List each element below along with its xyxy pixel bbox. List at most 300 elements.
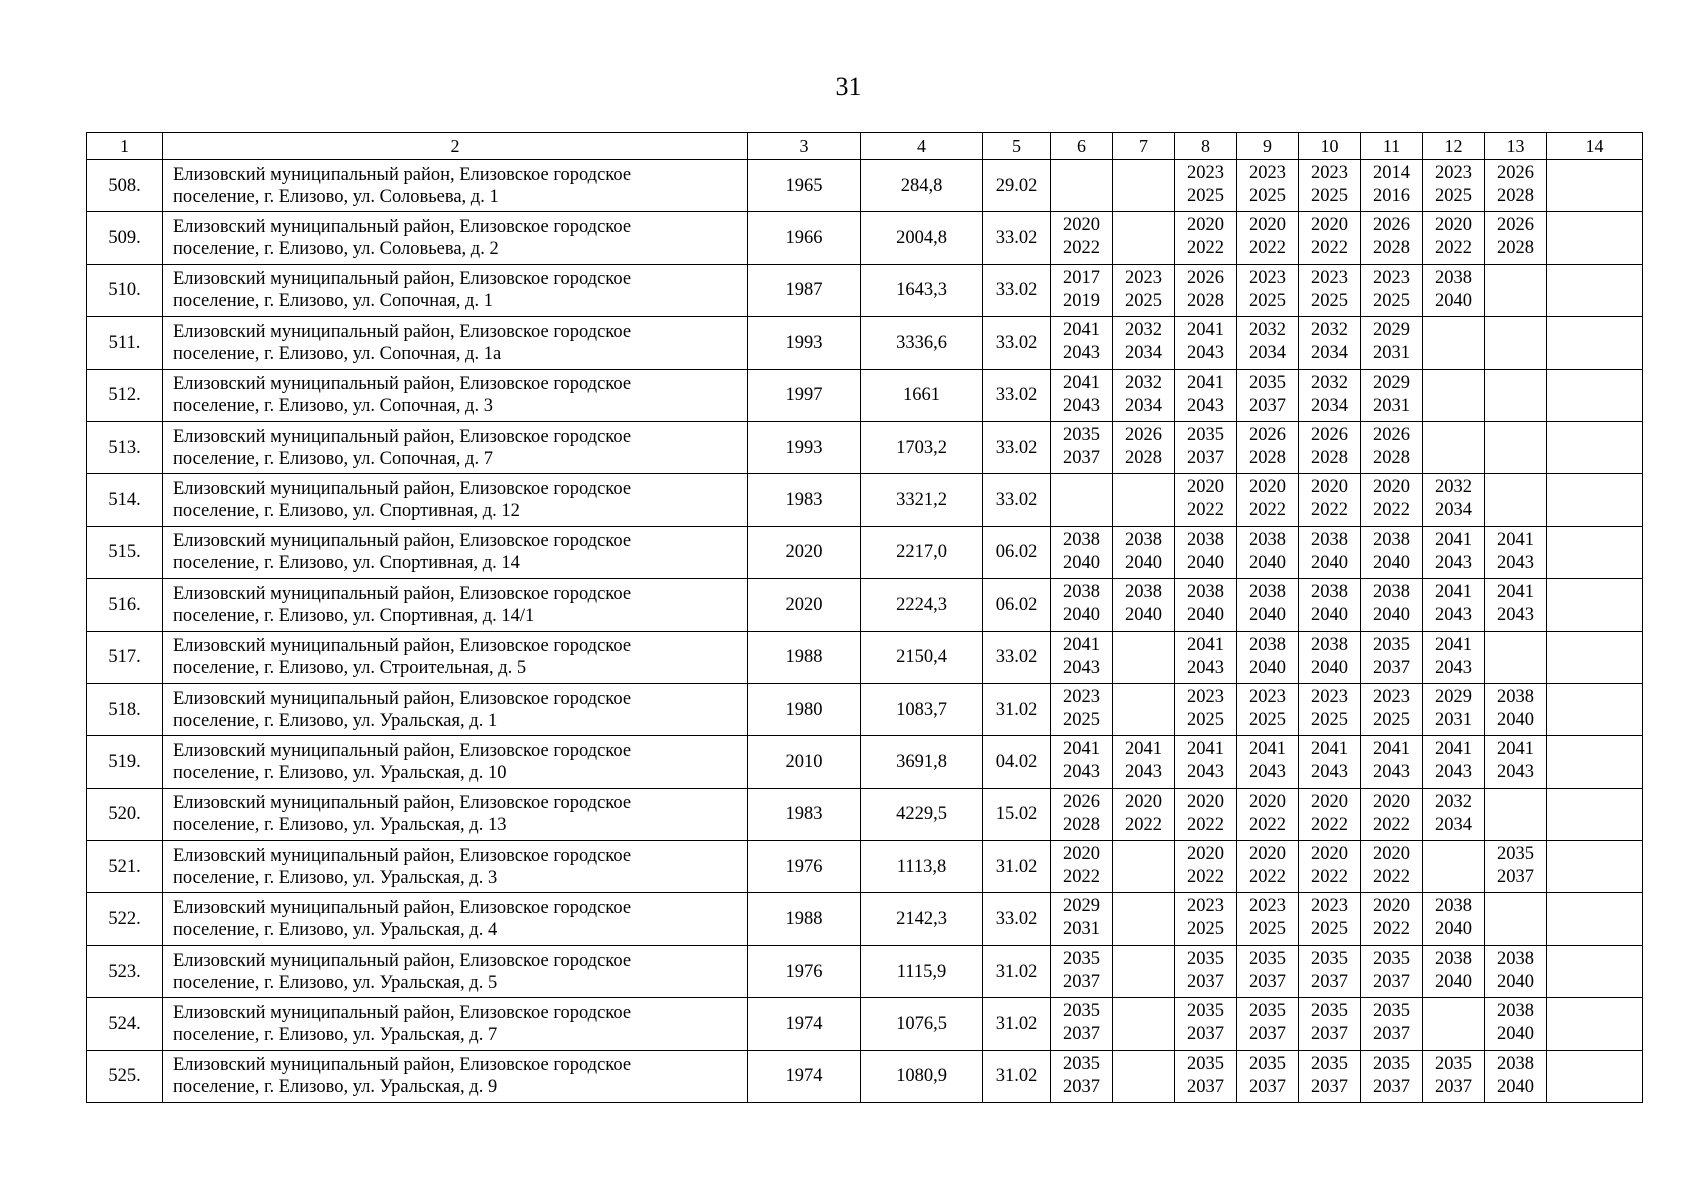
- year-built-cell: 1965: [748, 160, 861, 212]
- address-line: поселение, г. Елизово, ул. Уральская, д. 9: [173, 1077, 498, 1098]
- period-end-year: 2034: [1311, 395, 1348, 416]
- period-end-year: 2040: [1125, 605, 1162, 626]
- address-cell: [163, 998, 748, 1050]
- period-end-year: 2025: [1373, 290, 1410, 311]
- repair-period-cell-col-6: [1051, 369, 1113, 421]
- address-line: поселение, г. Елизово, ул. Уральская, д. 1: [173, 710, 498, 731]
- year-built-cell: 1976: [748, 945, 861, 997]
- repair-period-cell-col-7: [1113, 474, 1175, 526]
- address-cell: [163, 788, 748, 840]
- period-start-year: 2026: [1311, 424, 1348, 445]
- area-cell: 3336,6: [861, 317, 983, 369]
- period-start-year: 2032: [1311, 320, 1348, 341]
- area-cell: 1643,3: [861, 264, 983, 316]
- period-start-year: 2023: [1435, 163, 1472, 183]
- repair-period-cell-col-8: [1175, 945, 1237, 997]
- period-end-year: 2043: [1497, 552, 1534, 573]
- area-cell: 1080,9: [861, 1050, 983, 1102]
- period-start-year: 2020: [1249, 215, 1286, 236]
- period-end-year: 2040: [1311, 605, 1348, 626]
- period-end-year: 2022: [1311, 238, 1348, 259]
- column-header-11: 11: [1361, 133, 1423, 160]
- period-start-year: 2032: [1311, 372, 1348, 393]
- repair-period-cell-col-12: [1423, 212, 1485, 264]
- period-end-year: 2028: [1497, 238, 1534, 259]
- period-end-year: 2043: [1187, 762, 1224, 783]
- period-end-year: 2040: [1497, 1076, 1534, 1097]
- repair-period-cell-col-8: [1175, 1050, 1237, 1102]
- period-end-year: 2022: [1249, 238, 1286, 259]
- period-start-year: 2041: [1497, 739, 1534, 760]
- address-line: поселение, г. Елизово, ул. Уральская, д. 5: [173, 972, 498, 993]
- period-end-year: 2022: [1063, 238, 1100, 259]
- column-header-12: 12: [1423, 133, 1485, 160]
- period-end-year: 2022: [1311, 867, 1348, 888]
- repair-period-cell-col-9: [1237, 317, 1299, 369]
- period-end-year: 2043: [1435, 605, 1472, 626]
- table-row: [87, 631, 1643, 683]
- column-header-13: 13: [1485, 133, 1547, 160]
- repair-period-cell-col-7: [1113, 631, 1175, 683]
- period-end-year: 2031: [1373, 343, 1410, 364]
- housing-repair-schedule-table: [86, 132, 1643, 1103]
- repair-period-cell-col-14: [1547, 160, 1643, 212]
- repair-period-cell-col-13: [1485, 526, 1547, 578]
- area-cell: 1703,2: [861, 421, 983, 473]
- period-start-year: 2038: [1373, 582, 1410, 603]
- column-header-7: 7: [1113, 133, 1175, 160]
- period-end-year: 2040: [1435, 290, 1472, 311]
- address-line: поселение, г. Елизово, ул. Строительная, д. 5: [173, 658, 527, 679]
- period-start-year: 2020: [1373, 477, 1410, 498]
- period-end-year: 2034: [1249, 343, 1286, 364]
- repair-period-cell-col-13: [1485, 893, 1547, 945]
- code-cell: 33.02: [983, 893, 1051, 945]
- page-number: 31: [835, 72, 862, 101]
- repair-period-cell-col-12: [1423, 160, 1485, 212]
- address-line: поселение, г. Елизово, ул. Сопочная, д. 1: [173, 291, 493, 312]
- period-end-year: 2040: [1311, 657, 1348, 678]
- period-start-year: 2038: [1435, 267, 1472, 288]
- repair-period-cell-col-11: [1361, 212, 1423, 264]
- year-built-cell: 2020: [748, 579, 861, 631]
- year-built-cell: 1983: [748, 788, 861, 840]
- period-start-year: 2038: [1497, 686, 1534, 707]
- repair-period-cell-col-14: [1547, 998, 1643, 1050]
- period-end-year: 2040: [1435, 919, 1472, 940]
- repair-period-cell-col-11: [1361, 579, 1423, 631]
- year-built-cell: 1966: [748, 212, 861, 264]
- repair-period-cell-col-8: [1175, 212, 1237, 264]
- address-cell: [163, 526, 748, 578]
- period-start-year: 2020: [1311, 844, 1348, 865]
- period-end-year: 2025: [1311, 186, 1348, 206]
- period-end-year: 2040: [1187, 605, 1224, 626]
- period-end-year: 2034: [1311, 343, 1348, 364]
- period-start-year: 2038: [1311, 582, 1348, 603]
- period-end-year: 2025: [1187, 186, 1224, 206]
- period-end-year: 2040: [1125, 552, 1162, 573]
- period-end-year: 2028: [1311, 447, 1348, 468]
- repair-period-cell-col-14: [1547, 579, 1643, 631]
- period-end-year: 2031: [1063, 919, 1100, 940]
- code-cell: 33.02: [983, 421, 1051, 473]
- period-start-year: 2020: [1373, 791, 1410, 812]
- address-line: поселение, г. Елизово, ул. Уральская, д. 7: [173, 1024, 498, 1045]
- period-start-year: 2023: [1311, 896, 1348, 917]
- repair-period-cell-col-10: [1299, 1050, 1361, 1102]
- repair-period-cell-col-14: [1547, 683, 1643, 735]
- repair-period-cell-col-8: [1175, 421, 1237, 473]
- period-start-year: 2038: [1497, 1001, 1534, 1022]
- repair-period-cell-col-14: [1547, 264, 1643, 316]
- period-end-year: 2025: [1311, 290, 1348, 311]
- period-start-year: 2020: [1249, 477, 1286, 498]
- period-start-year: 2035: [1249, 948, 1286, 969]
- period-start-year: 2020: [1373, 844, 1410, 865]
- code-cell: 04.02: [983, 736, 1051, 788]
- row-number-cell: 521.: [87, 841, 163, 893]
- period-end-year: 2037: [1063, 971, 1100, 992]
- period-start-year: 2041: [1435, 634, 1472, 655]
- repair-period-cell-col-14: [1547, 841, 1643, 893]
- row-number-cell: 517.: [87, 631, 163, 683]
- repair-period-cell-col-8: [1175, 526, 1237, 578]
- repair-period-cell-col-9: [1237, 212, 1299, 264]
- row-number-cell: 516.: [87, 579, 163, 631]
- period-start-year: 2026: [1063, 791, 1100, 812]
- period-end-year: 2037: [1373, 657, 1410, 678]
- repair-period-cell-col-12: [1423, 998, 1485, 1050]
- period-start-year: 2026: [1373, 424, 1410, 445]
- table-row: [87, 945, 1643, 997]
- period-start-year: 2038: [1373, 529, 1410, 550]
- column-header-14: 14: [1547, 133, 1643, 160]
- period-end-year: 2028: [1125, 447, 1162, 468]
- repair-period-cell-col-10: [1299, 526, 1361, 578]
- repair-period-cell-col-12: [1423, 474, 1485, 526]
- period-end-year: 2022: [1373, 867, 1410, 888]
- year-built-cell: 1983: [748, 474, 861, 526]
- row-number-cell: 511.: [87, 317, 163, 369]
- period-start-year: 2035: [1373, 948, 1410, 969]
- period-start-year: 2035: [1435, 1053, 1472, 1074]
- repair-period-cell-col-8: [1175, 736, 1237, 788]
- code-cell: 33.02: [983, 264, 1051, 316]
- period-start-year: 2020: [1249, 844, 1286, 865]
- address-line: поселение, г. Елизово, ул. Уральская, д. 13: [173, 815, 507, 836]
- row-number-cell: 513.: [87, 421, 163, 473]
- period-start-year: 2020: [1435, 215, 1472, 236]
- repair-period-cell-col-7: [1113, 736, 1175, 788]
- address-cell: [163, 317, 748, 369]
- column-number-header-row: [87, 133, 1643, 160]
- period-start-year: 2041: [1311, 739, 1348, 760]
- period-start-year: 2038: [1311, 634, 1348, 655]
- period-end-year: 2043: [1125, 762, 1162, 783]
- period-end-year: 2043: [1063, 657, 1100, 678]
- period-end-year: 2043: [1187, 343, 1224, 364]
- row-number-cell: 509.: [87, 212, 163, 264]
- year-built-cell: 1974: [748, 998, 861, 1050]
- table-row: [87, 1050, 1643, 1102]
- period-start-year: 2041: [1435, 739, 1472, 760]
- repair-period-cell-col-8: [1175, 893, 1237, 945]
- repair-period-cell-col-14: [1547, 788, 1643, 840]
- period-start-year: 2035: [1187, 1001, 1224, 1022]
- repair-period-cell-col-11: [1361, 683, 1423, 735]
- repair-period-cell-col-6: [1051, 631, 1113, 683]
- period-end-year: 2037: [1373, 1024, 1410, 1045]
- table-row: [87, 369, 1643, 421]
- repair-period-cell-col-13: [1485, 369, 1547, 421]
- table-row: [87, 579, 1643, 631]
- address-line: поселение, г. Елизово, ул. Уральская, д. 10: [173, 762, 507, 783]
- repair-period-cell-col-10: [1299, 264, 1361, 316]
- year-built-cell: 1980: [748, 683, 861, 735]
- period-end-year: 2043: [1497, 605, 1534, 626]
- period-end-year: 2031: [1435, 709, 1472, 730]
- period-start-year: 2020: [1063, 215, 1100, 236]
- period-start-year: 2035: [1249, 1001, 1286, 1022]
- repair-period-cell-col-14: [1547, 1050, 1643, 1102]
- code-cell: 31.02: [983, 945, 1051, 997]
- table-row: [87, 526, 1643, 578]
- repair-period-cell-col-14: [1547, 526, 1643, 578]
- repair-period-cell-col-8: [1175, 631, 1237, 683]
- period-start-year: 2023: [1311, 686, 1348, 707]
- address-line: поселение, г. Елизово, ул. Соловьева, д. 1: [173, 186, 499, 207]
- address-cell: [163, 579, 748, 631]
- period-start-year: 2041: [1063, 739, 1100, 760]
- table-row: [87, 998, 1643, 1050]
- period-end-year: 2022: [1187, 500, 1224, 521]
- repair-period-cell-col-11: [1361, 526, 1423, 578]
- column-header-6: 6: [1051, 133, 1113, 160]
- address-line: Елизовский муниципальный район, Елизовское городское: [173, 950, 632, 971]
- period-start-year: 2020: [1187, 215, 1224, 236]
- period-end-year: 2022: [1249, 867, 1286, 888]
- period-end-year: 2034: [1125, 343, 1162, 364]
- area-cell: 1113,8: [861, 841, 983, 893]
- period-end-year: 2037: [1063, 1024, 1100, 1045]
- repair-period-cell-col-13: [1485, 579, 1547, 631]
- repair-period-cell-col-7: [1113, 893, 1175, 945]
- repair-period-cell-col-9: [1237, 579, 1299, 631]
- period-end-year: 2040: [1373, 552, 1410, 573]
- address-line: Елизовский муниципальный район, Елизовское городское: [173, 164, 632, 185]
- repair-period-cell-col-12: [1423, 683, 1485, 735]
- column-header-10: 10: [1299, 133, 1361, 160]
- period-end-year: 2034: [1125, 395, 1162, 416]
- address-line: Елизовский муниципальный район, Елизовское городское: [173, 269, 632, 290]
- period-start-year: 2038: [1249, 634, 1286, 655]
- repair-period-cell-col-10: [1299, 212, 1361, 264]
- period-end-year: 2037: [1435, 1076, 1472, 1097]
- period-start-year: 2023: [1311, 267, 1348, 288]
- repair-period-cell-col-6: [1051, 526, 1113, 578]
- repair-period-cell-col-13: [1485, 1050, 1547, 1102]
- repair-period-cell-col-7: [1113, 841, 1175, 893]
- address-cell: [163, 841, 748, 893]
- column-header-4: 4: [861, 133, 983, 160]
- code-cell: 15.02: [983, 788, 1051, 840]
- area-cell: 2142,3: [861, 893, 983, 945]
- repair-period-cell-col-9: [1237, 945, 1299, 997]
- column-header-8: 8: [1175, 133, 1237, 160]
- address-line: Елизовский муниципальный район, Елизовское городское: [173, 217, 632, 238]
- address-cell: [163, 945, 748, 997]
- period-start-year: 2041: [1435, 582, 1472, 603]
- repair-period-cell-col-9: [1237, 1050, 1299, 1102]
- column-header-3: 3: [748, 133, 861, 160]
- repair-period-cell-col-10: [1299, 683, 1361, 735]
- period-start-year: 2035: [1249, 372, 1286, 393]
- area-cell: 2224,3: [861, 579, 983, 631]
- column-header-9: 9: [1237, 133, 1299, 160]
- period-end-year: 2043: [1373, 762, 1410, 783]
- address-line: Елизовский муниципальный район, Елизовское городское: [173, 636, 632, 657]
- address-line: Елизовский муниципальный район, Елизовское городское: [173, 688, 632, 709]
- repair-period-cell-col-10: [1299, 369, 1361, 421]
- period-start-year: 2026: [1249, 424, 1286, 445]
- repair-period-cell-col-11: [1361, 1050, 1423, 1102]
- period-start-year: 2023: [1249, 686, 1286, 707]
- address-line: Елизовский муниципальный район, Елизовское городское: [173, 845, 632, 866]
- period-start-year: 2035: [1311, 948, 1348, 969]
- period-end-year: 2025: [1311, 709, 1348, 730]
- period-start-year: 2023: [1373, 267, 1410, 288]
- repair-period-cell-col-6: [1051, 212, 1113, 264]
- table-row: [87, 474, 1643, 526]
- period-start-year: 2026: [1187, 267, 1224, 288]
- period-end-year: 2025: [1125, 290, 1162, 311]
- repair-period-cell-col-13: [1485, 631, 1547, 683]
- address-line: Елизовский муниципальный район, Елизовское городское: [173, 793, 632, 814]
- repair-period-cell-col-8: [1175, 474, 1237, 526]
- period-start-year: 2035: [1187, 948, 1224, 969]
- address-cell: [163, 683, 748, 735]
- repair-period-cell-col-6: [1051, 264, 1113, 316]
- period-start-year: 2029: [1063, 896, 1100, 917]
- row-number-cell: 520.: [87, 788, 163, 840]
- period-end-year: 2019: [1063, 290, 1100, 311]
- repair-period-cell-col-9: [1237, 369, 1299, 421]
- address-line: поселение, г. Елизово, ул. Спортивная, д. 14: [173, 553, 520, 574]
- repair-period-cell-col-10: [1299, 421, 1361, 473]
- period-start-year: 2020: [1187, 477, 1224, 498]
- address-line: Елизовский муниципальный район, Елизовское городское: [173, 898, 632, 919]
- repair-period-cell-col-7: [1113, 579, 1175, 631]
- period-end-year: 2022: [1311, 500, 1348, 521]
- repair-period-cell-col-10: [1299, 474, 1361, 526]
- period-start-year: 2035: [1187, 1053, 1224, 1074]
- repair-period-cell-col-10: [1299, 998, 1361, 1050]
- period-end-year: 2022: [1187, 867, 1224, 888]
- period-start-year: 2023: [1311, 163, 1348, 183]
- period-end-year: 2043: [1497, 762, 1534, 783]
- area-cell: 3321,2: [861, 474, 983, 526]
- address-cell: [163, 421, 748, 473]
- period-end-year: 2043: [1063, 343, 1100, 364]
- repair-period-cell-col-10: [1299, 893, 1361, 945]
- address-cell: [163, 212, 748, 264]
- repair-period-cell-col-12: [1423, 317, 1485, 369]
- period-start-year: 2035: [1063, 1053, 1100, 1074]
- repair-period-cell-col-7: [1113, 160, 1175, 212]
- repair-period-cell-col-9: [1237, 526, 1299, 578]
- table-row: [87, 317, 1643, 369]
- repair-period-cell-col-9: [1237, 788, 1299, 840]
- period-start-year: 2020: [1187, 844, 1224, 865]
- row-number-cell: 514.: [87, 474, 163, 526]
- code-cell: 33.02: [983, 369, 1051, 421]
- period-start-year: 2035: [1187, 424, 1224, 445]
- address-line: поселение, г. Елизово, ул. Уральская, д. 3: [173, 867, 498, 888]
- period-start-year: 2020: [1311, 477, 1348, 498]
- area-cell: 2004,8: [861, 212, 983, 264]
- repair-period-cell-col-12: [1423, 421, 1485, 473]
- code-cell: 06.02: [983, 526, 1051, 578]
- table-row: [87, 841, 1643, 893]
- repair-period-cell-col-11: [1361, 160, 1423, 212]
- period-end-year: 2040: [1249, 605, 1286, 626]
- repair-period-cell-col-7: [1113, 1050, 1175, 1102]
- period-start-year: 2020: [1125, 791, 1162, 812]
- repair-period-cell-col-9: [1237, 421, 1299, 473]
- period-end-year: 2025: [1311, 919, 1348, 940]
- period-start-year: 2029: [1435, 686, 1472, 707]
- repair-period-cell-col-12: [1423, 1050, 1485, 1102]
- year-built-cell: 1988: [748, 893, 861, 945]
- period-start-year: 2038: [1435, 948, 1472, 969]
- repair-period-cell-col-11: [1361, 631, 1423, 683]
- area-cell: 284,8: [861, 160, 983, 212]
- repair-period-cell-col-13: [1485, 998, 1547, 1050]
- year-built-cell: 1993: [748, 421, 861, 473]
- repair-period-cell-col-12: [1423, 788, 1485, 840]
- repair-period-cell-col-12: [1423, 945, 1485, 997]
- period-end-year: 2022: [1373, 814, 1410, 835]
- period-end-year: 2028: [1249, 447, 1286, 468]
- repair-period-cell-col-9: [1237, 160, 1299, 212]
- period-start-year: 2014: [1373, 163, 1410, 183]
- address-line: Елизовский муниципальный район, Елизовское городское: [173, 531, 632, 552]
- address-line: поселение, г. Елизово, ул. Сопочная, д. 3: [173, 396, 493, 417]
- period-end-year: 2025: [1249, 186, 1286, 206]
- period-start-year: 2035: [1063, 1001, 1100, 1022]
- repair-period-cell-col-13: [1485, 421, 1547, 473]
- repair-period-cell-col-13: [1485, 788, 1547, 840]
- address-cell: [163, 893, 748, 945]
- period-start-year: 2026: [1497, 163, 1534, 183]
- period-start-year: 2038: [1125, 582, 1162, 603]
- repair-period-cell-col-6: [1051, 317, 1113, 369]
- address-line: поселение, г. Елизово, ул. Уральская, д. 4: [173, 920, 498, 941]
- code-cell: 31.02: [983, 1050, 1051, 1102]
- period-start-year: 2041: [1435, 529, 1472, 550]
- repair-period-cell-col-11: [1361, 841, 1423, 893]
- repair-period-cell-col-14: [1547, 631, 1643, 683]
- table-row: [87, 788, 1643, 840]
- repair-period-cell-col-11: [1361, 264, 1423, 316]
- repair-period-cell-col-7: [1113, 421, 1175, 473]
- period-end-year: 2034: [1435, 500, 1472, 521]
- period-start-year: 2023: [1187, 163, 1224, 183]
- repair-period-cell-col-7: [1113, 945, 1175, 997]
- area-cell: 1083,7: [861, 683, 983, 735]
- address-cell: [163, 474, 748, 526]
